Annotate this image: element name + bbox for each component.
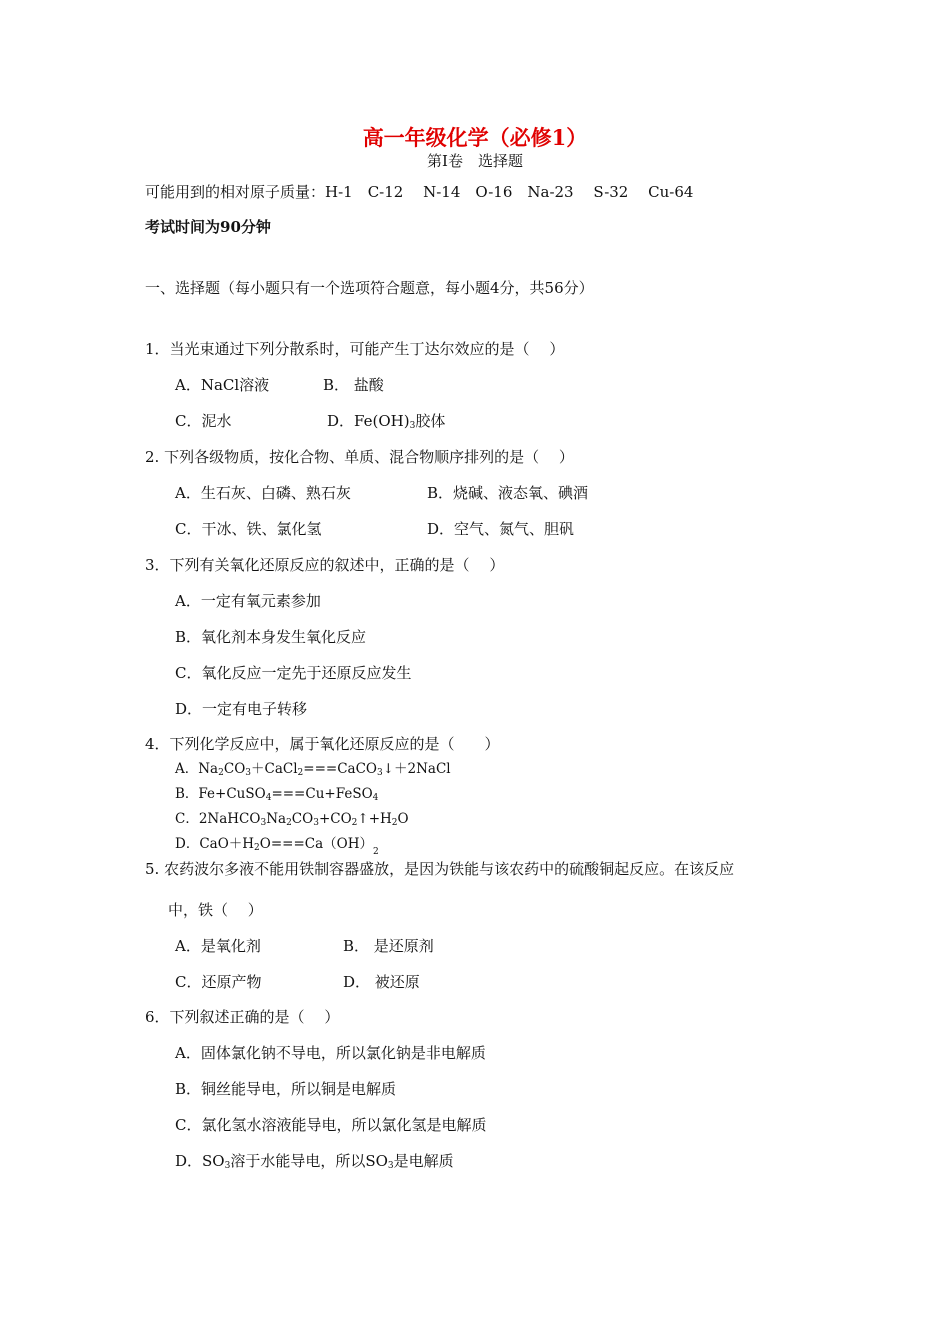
question-5-option-d: D． 被还原	[343, 973, 420, 991]
question-2-stem: 2. 下列各级物质，按化合物、单质、混合物顺序排列的是（ ）	[145, 448, 574, 466]
q4a-2: 2	[218, 768, 224, 778]
q6d-2: 3	[224, 1161, 231, 1171]
question-4-option-a	[175, 760, 451, 778]
question-3-option-d: D．一定有电子转移	[175, 700, 308, 718]
q4c-7: +CO	[318, 811, 352, 827]
q4c-4: 2	[286, 818, 292, 828]
exam-title: 高一年级化学（必修1）	[362, 125, 588, 150]
q4d-3: O===Ca（OH）	[259, 836, 374, 852]
question-3-option-c: C．氧化反应一定先于还原反应发生	[175, 664, 412, 682]
question-5-stem-continued: 中，铁（ ）	[168, 901, 263, 919]
question-6-option-b: B．铜丝能导电，所以铜是电解质	[175, 1080, 397, 1098]
q4b-2: 4	[265, 793, 272, 803]
question-2-option-c: C．干冰、铁、氯化氢	[175, 520, 322, 538]
q4c-1: C．2NaHCO	[175, 811, 261, 827]
question-3-stem: 3．下列有关氧化还原反应的叙述中，正确的是（ ）	[145, 556, 505, 574]
q4c-2: 3	[260, 818, 267, 828]
question-1-option-b: B． 盐酸	[323, 376, 384, 394]
q4a-4: 3	[245, 768, 251, 778]
q4a-9: ↓＋2NaCl	[382, 761, 451, 777]
q4c-6: 3	[313, 818, 319, 828]
q4c-11: O	[397, 811, 409, 827]
q6d-1: D．SO	[175, 1152, 225, 1170]
question-6-option-a: A．固体氯化钠不导电，所以氯化钠是非电解质	[175, 1044, 486, 1062]
question-2-option-b: B．烧碱、液态氧、碘酒	[427, 484, 589, 502]
question-5-option-b: B． 是还原剂	[343, 937, 434, 955]
q4c-10: 2	[391, 818, 398, 828]
q4c-9: ↑+H	[357, 811, 392, 827]
exam-subtitle: 第Ⅰ卷 选择题	[427, 152, 523, 170]
q4d-1: D．CaO＋H	[175, 836, 255, 852]
q6d-5: 是电解质	[393, 1152, 454, 1170]
q4a-3: CO	[223, 761, 246, 777]
question-2-option-a: A．生石灰、白磷、熟石灰	[175, 484, 351, 502]
question-5-option-a: A．是氧化剂	[175, 937, 261, 955]
question-3-option-a: A．一定有氧元素参加	[175, 592, 321, 610]
q4b-4: 4	[372, 793, 379, 803]
question-4-option-b	[175, 785, 378, 803]
question-4-option-c	[175, 810, 409, 828]
question-2-option-d: D．空气、氮气、胆矾	[427, 520, 575, 538]
question-4-stem: 4．下列化学反应中，属于氧化还原反应的是（ ）	[145, 735, 500, 753]
question-5-stem: 5. 农药波尔多液不能用铁制容器盛放，是因为铁能与该农药中的硫酸铜起反应。在该反应	[145, 860, 735, 878]
question-1-stem: 1．当光束通过下列分散系时，可能产生丁达尔效应的是（ ）	[145, 340, 565, 358]
q4b-1: B．Fe+CuSO	[175, 786, 266, 802]
q4a-8: 3	[376, 768, 383, 778]
question-1-option-a: A．NaCl溶液	[175, 376, 270, 394]
q4d-4: 2	[373, 847, 379, 857]
q4a-7: ===CaCO	[303, 761, 377, 777]
q4a-6: 2	[297, 768, 304, 778]
q4c-3: Na	[266, 811, 287, 827]
q1-d-sub: 3	[409, 421, 416, 431]
question-5-option-c: C．还原产物	[175, 973, 262, 991]
question-6-option-c: C．氯化氢水溶液能导电，所以氯化氢是电解质	[175, 1116, 487, 1134]
atomic-mass-line: 可能用到的相对原子质量：H-1 C-12 N-14 O-16 Na-23 S-32 Cu-64	[145, 183, 694, 201]
q4a-5: ＋CaCl	[251, 761, 298, 777]
question-1-option-d	[327, 411, 445, 431]
question-4-option-d	[175, 835, 379, 857]
question-1-option-c: C．泥水	[175, 412, 232, 430]
q4d-2: 2	[254, 843, 260, 853]
question-3-option-b: B．氧化剂本身发生氧化反应	[175, 628, 367, 646]
q1-d-text: D．Fe(OH)	[327, 412, 410, 430]
question-6-stem: 6．下列叙述正确的是（ ）	[145, 1008, 340, 1026]
q1-d-tail: 胶体	[415, 412, 446, 430]
question-6-option-d	[175, 1151, 454, 1171]
q4b-3: ===Cu+FeSO	[271, 786, 373, 802]
q6d-4: 3	[387, 1161, 394, 1171]
q4a-1: A．Na	[175, 761, 219, 777]
exam-time: 考试时间为90分钟	[145, 218, 271, 236]
section-heading: 一、选择题（每小题只有一个选项符合题意，每小题4分，共56分）	[145, 279, 594, 297]
q4c-5: CO	[291, 811, 314, 827]
q6d-3: 溶于水能导电，所以SO	[230, 1152, 388, 1170]
q4c-8: 2	[351, 818, 358, 828]
